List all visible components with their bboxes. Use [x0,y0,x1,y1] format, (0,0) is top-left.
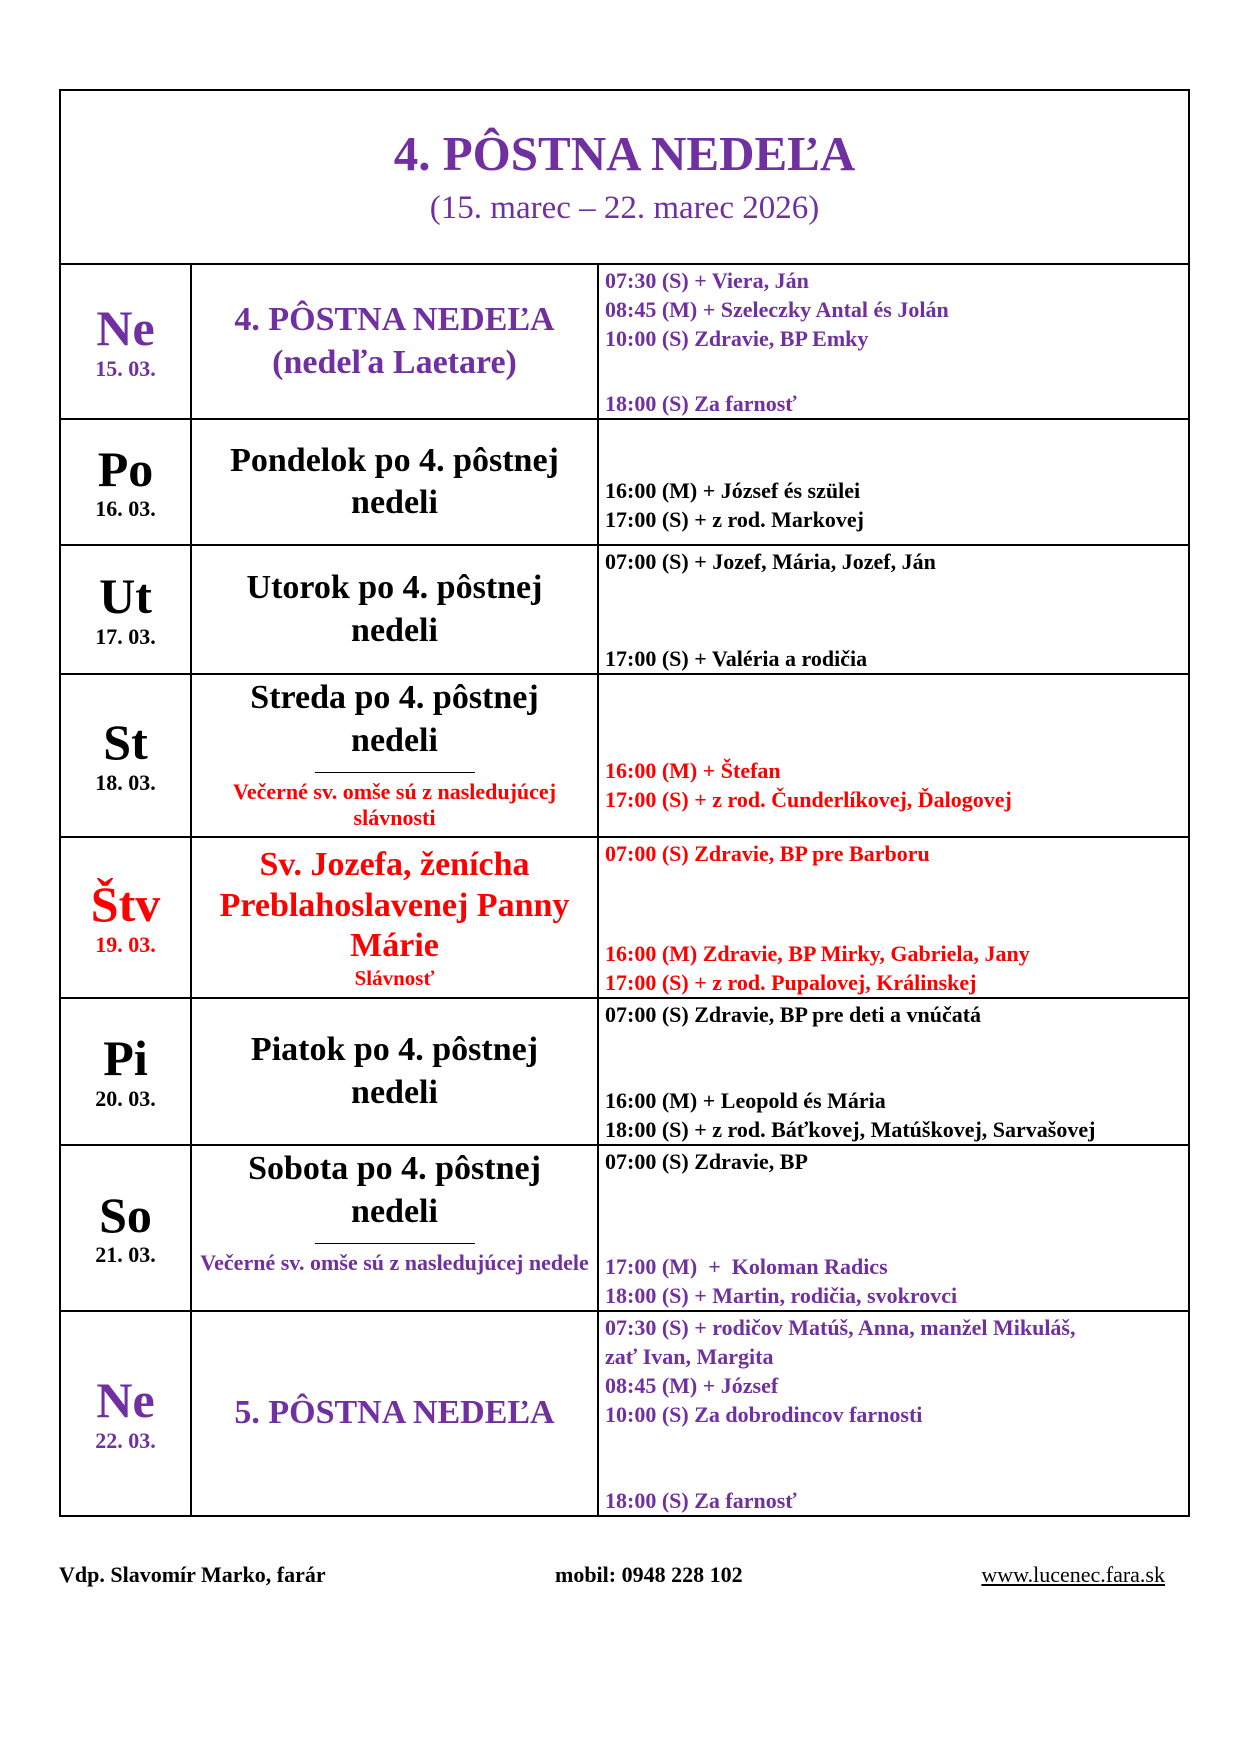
day-cell [61,420,192,544]
mass-entry: 17:00 (S) + z rod. Markovej [605,507,864,532]
feast-name: nedeli [351,611,438,649]
feast-name: (nedeľa Laetare) [272,343,517,381]
priest-name: Vdp. Slavomír Marko, farár [59,1562,326,1587]
day-abbr: St [103,714,148,771]
mass-entry: 07:00 (S) Zdravie, BP pre Barboru [605,841,930,866]
mass-entry: 17:00 (M) + Koloman Radics [605,1254,888,1279]
feast-name: 4. PÔSTNA NEDEĽA [234,301,555,338]
schedule-table [59,89,1190,1517]
day-cell [61,675,192,836]
mass-entry: 08:45 (M) + Szeleczky Antal és Jolán [605,297,949,322]
feast-name: Piatok po 4. pôstnej [250,1031,539,1068]
mass-entry: 18:00 (S) + z rod. Báťkovej, Matúškovej, Sarvašovej [605,1117,1096,1142]
mass-entry: 07:00 (S) Zdravie, BP [605,1149,808,1174]
separator-line [315,772,475,773]
mass-cell [599,838,1188,997]
day-date: 22. 03. [95,1427,156,1453]
mobile-number: mobil: 0948 228 102 [555,1562,743,1587]
feast-cell [192,838,599,997]
feast-name: 5. PÔSTNA NEDEĽA [234,1394,555,1432]
day-date: 15. 03. [95,355,156,381]
mass-entry: 18:00 (S) Za farnosť [605,1488,797,1513]
feast-name: nedeli [351,1192,438,1230]
day-row-ut-17 [61,546,1188,675]
feast-name: Utorok po 4. pôstnej [246,569,543,606]
mass-entry: 08:45 (M) + József [605,1373,779,1398]
mass-entry: 07:00 (S) + Jozef, Mária, Jozef, Ján [605,549,936,574]
feast-rank: Slávnosť [354,966,435,991]
feast-cell [192,675,599,836]
schedule-header [61,91,1188,265]
feast-name: Sv. Jozefa, ženícha [259,845,530,883]
footer [59,1562,1190,1594]
day-date: 18. 03. [95,769,156,795]
mass-entry: 18:00 (S) Za farnosť [605,391,797,416]
feast-cell [192,546,599,673]
mass-entry: 18:00 (S) + Martin, rodičia, svokrovci [605,1283,958,1308]
mass-entry: 07:00 (S) Zdravie, BP pre deti a vnúčatá [605,1002,982,1027]
date-range: (15. marec – 22. marec 2026) [429,190,820,226]
mass-entry: 07:30 (S) + rodičov Matúš, Anna, manžel Mikuláš, [605,1315,1076,1340]
day-date: 16. 03. [95,496,156,522]
feast-note: Večerné sv. omše sú z nasledujúcej nedele [200,1250,589,1275]
day-row-pi-20 [61,999,1188,1146]
separator-line [315,1243,475,1244]
feast-name: Streda po 4. pôstnej [250,679,539,716]
mass-entry: 16:00 (M) + Leopold és Mária [605,1088,886,1113]
feast-name: Márie [350,927,439,965]
mass-entry: 07:30 (S) + Viera, Ján [605,268,809,293]
mass-entry: 17:00 (S) + z rod. Čunderlíkovej, Ďalogovej [605,787,1012,812]
day-cell [61,838,192,997]
day-row-so-21 [61,1146,1188,1312]
page-title: 4. PÔSTNA NEDEĽA [393,126,856,181]
feast-note: Večerné sv. omše sú z nasledujúcej slávnosti [232,779,557,831]
day-date: 19. 03. [95,931,156,957]
day-abbr: Pi [103,1030,148,1087]
day-date: 17. 03. [95,623,156,649]
day-abbr: Po [97,440,154,497]
mass-entry: 16:00 (M) Zdravie, BP Mirky, Gabriela, Jany [605,941,1030,966]
website-link[interactable]: www.lucenec.fara.sk [981,1562,1165,1587]
day-row-stv-19 [61,838,1188,999]
mass-entry: 16:00 (M) + József és szülei [605,478,861,503]
mass-cell [599,675,1188,836]
mass-cell [599,999,1188,1144]
mass-entry: 10:00 (S) Za dobrodincov farnosti [605,1402,923,1427]
feast-name: nedeli [351,1073,438,1111]
day-row-po-16 [61,420,1188,546]
mass-entry: 16:00 (M) + Štefan [605,758,781,783]
mass-cell [599,420,1188,544]
feast-cell [192,999,599,1144]
feast-name: nedeli [351,484,438,521]
mass-cell [599,265,1188,418]
feast-name: Preblahoslavenej Panny [219,886,570,924]
day-abbr: Ne [96,1372,155,1429]
day-cell [61,1312,192,1515]
day-abbr: Ne [96,300,155,357]
day-cell [61,1146,192,1310]
day-abbr: Štv [90,876,161,933]
feast-cell [192,1312,599,1515]
day-row-st-18 [61,675,1188,838]
feast-name: Sobota po 4. pôstnej [248,1150,541,1187]
feast-cell [192,265,599,418]
day-abbr: So [99,1186,152,1243]
day-row-ne-15 [61,265,1188,420]
day-date: 20. 03. [95,1085,156,1111]
mass-cell [599,1146,1188,1310]
feast-name: nedeli [351,721,438,759]
day-abbr: Ut [99,568,152,625]
mass-entry: zať Ivan, Margita [605,1344,774,1369]
day-row-ne-22 [61,1312,1188,1515]
mass-entry: 10:00 (S) Zdravie, BP Emky [605,326,869,351]
day-cell [61,265,192,418]
day-date: 21. 03. [95,1242,156,1268]
mass-entry: 17:00 (S) + Valéria a rodičia [605,646,868,671]
day-cell [61,546,192,673]
feast-cell [192,420,599,544]
mass-cell [599,546,1188,673]
feast-name: Pondelok po 4. pôstnej [230,441,559,479]
day-cell [61,999,192,1144]
mass-entry: 17:00 (S) + z rod. Pupalovej, Králinskej [605,970,977,995]
feast-cell [192,1146,599,1310]
mass-cell [599,1312,1188,1515]
